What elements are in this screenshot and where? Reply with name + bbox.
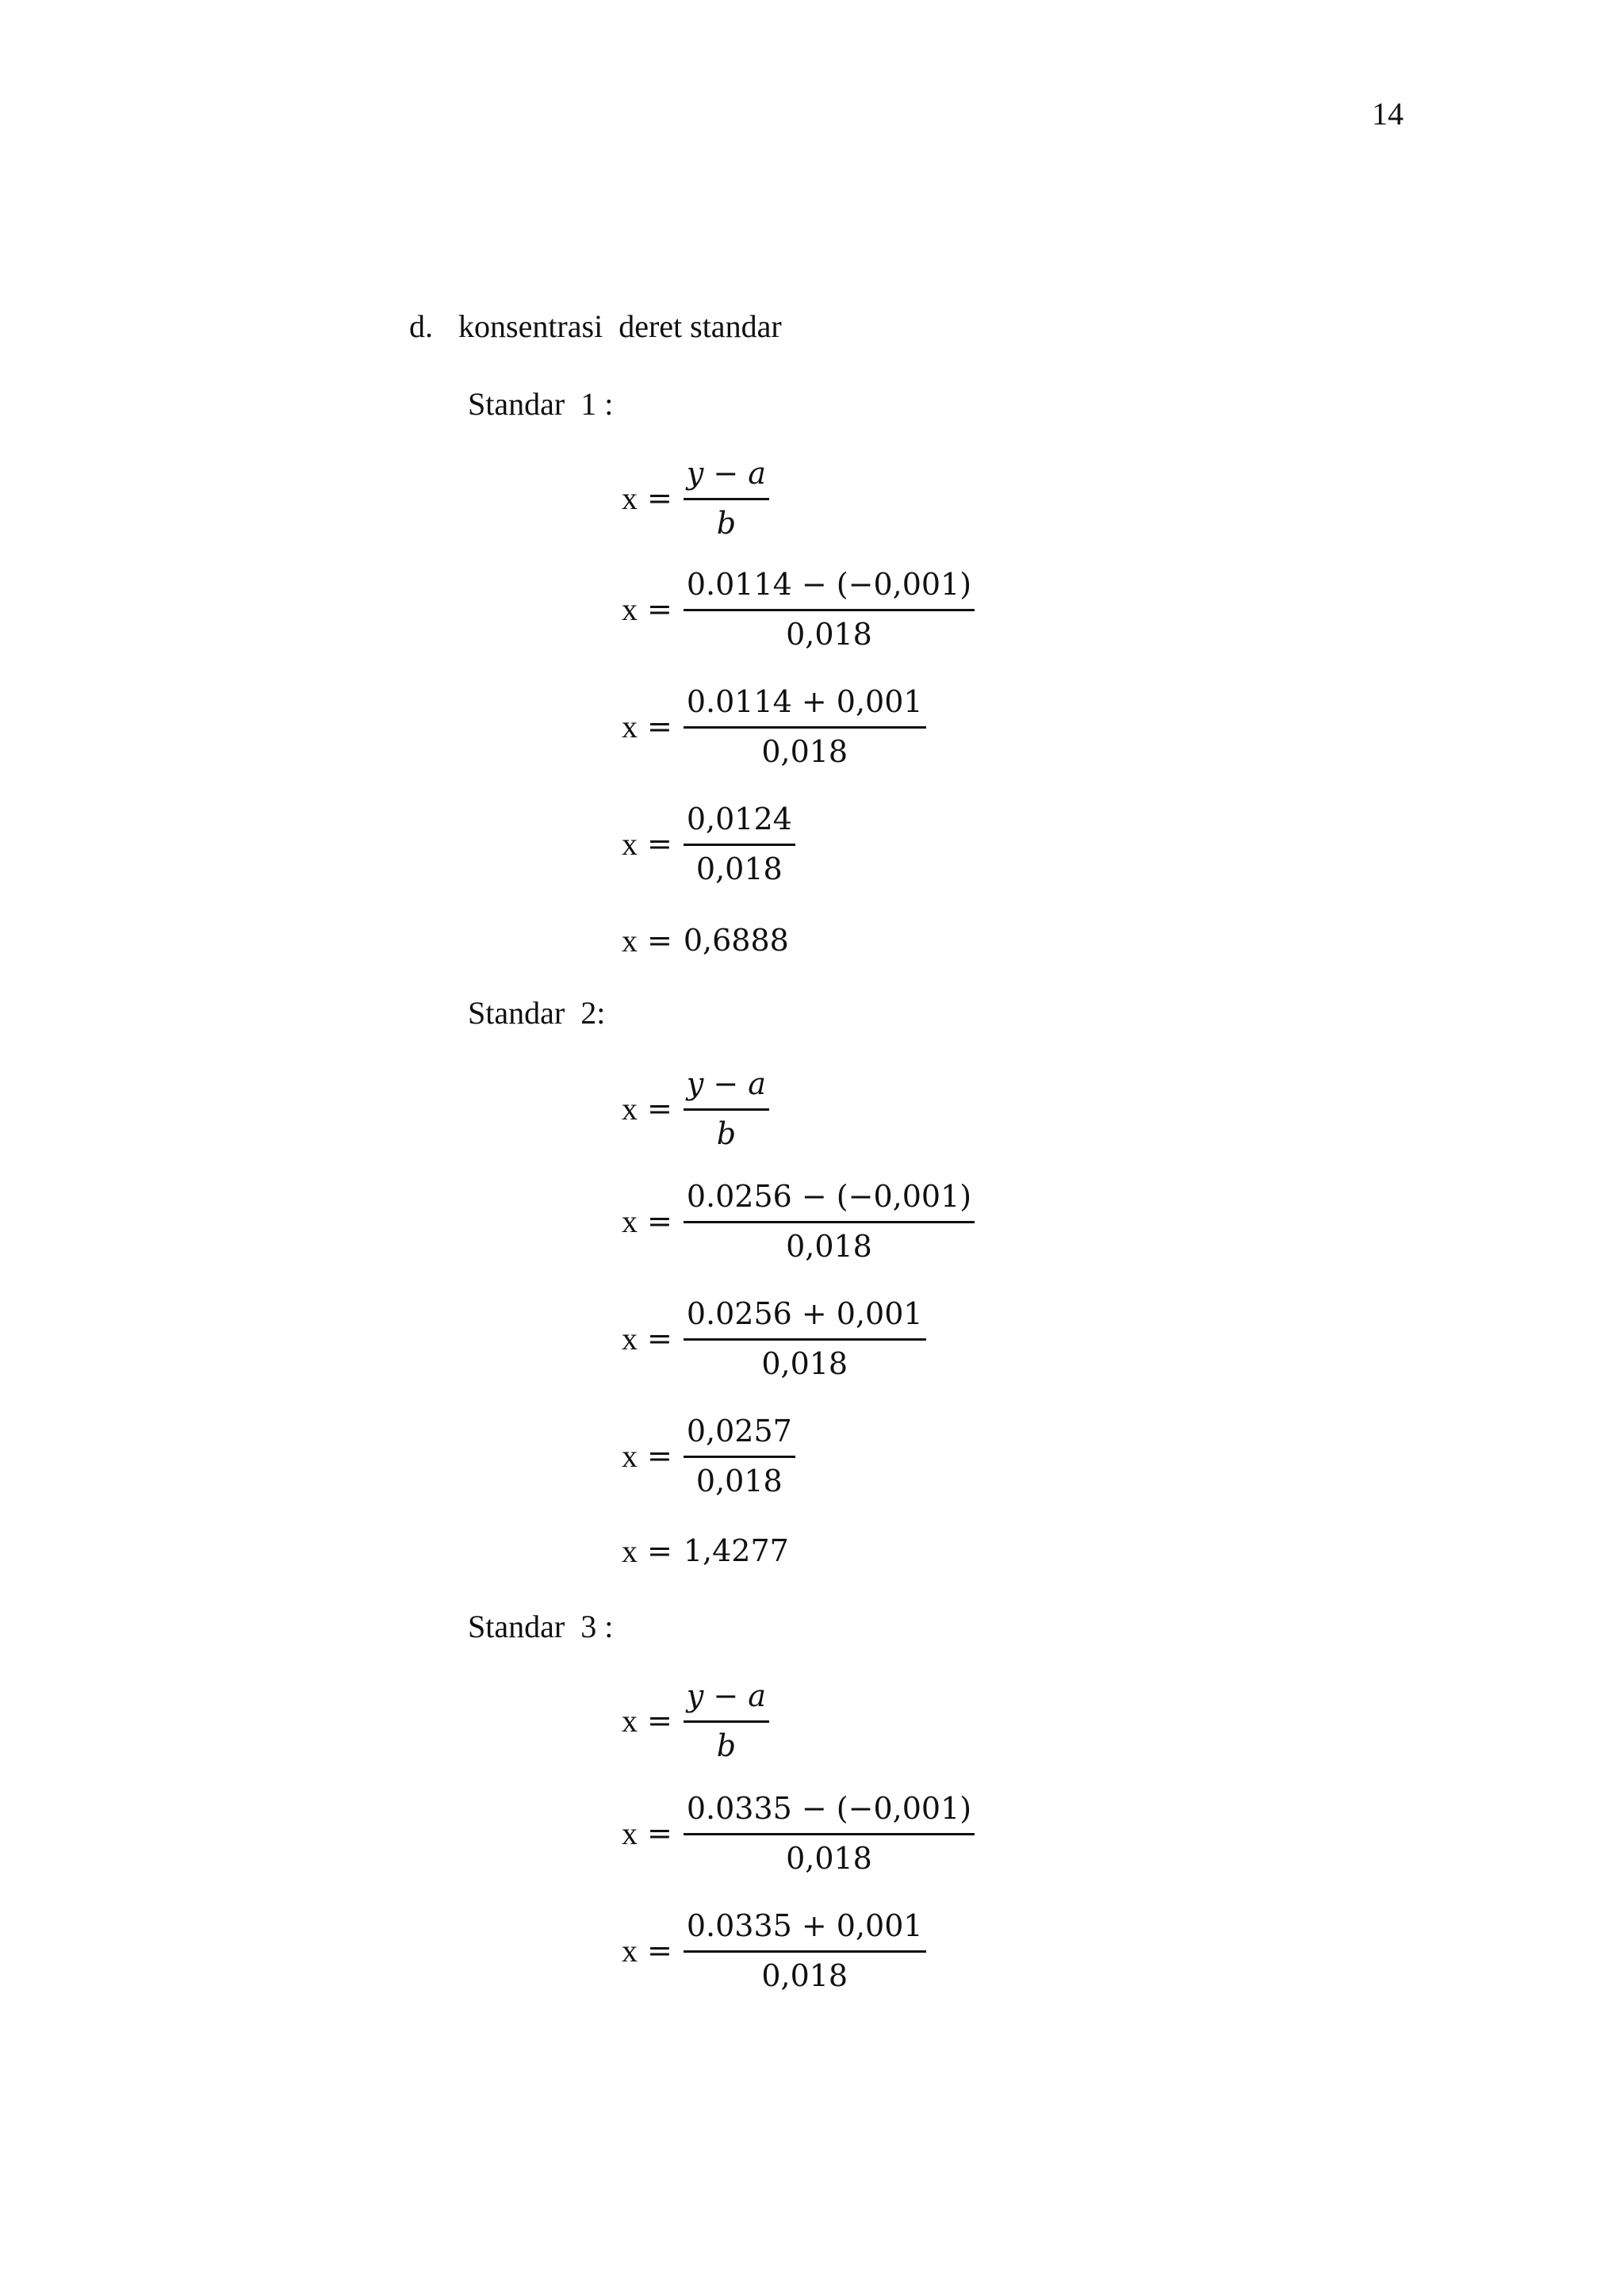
standard-2-step-1 <box>622 1061 769 1156</box>
equals-sign: = <box>647 591 672 626</box>
fraction-denominator: 0,018 <box>786 1228 872 1264</box>
standard-1-step-1 <box>622 450 769 545</box>
fraction-denominator: 0,018 <box>761 1957 848 1993</box>
standard-1-step-3 <box>622 679 926 774</box>
page-number: 14 <box>1372 96 1404 132</box>
fraction-numerator: 0.0335 + 0,001 <box>684 1904 926 1953</box>
fraction-denominator: 0,018 <box>695 851 783 886</box>
section-title: konsentrasi deret standar <box>458 308 782 344</box>
fraction-numerator: 0.0335 − (−0,001) <box>684 1787 975 1835</box>
fraction-numerator: 0,0124 <box>684 798 795 846</box>
equals-sign: = <box>647 709 672 744</box>
fraction <box>684 1410 795 1502</box>
equals-sign: = <box>647 1703 672 1738</box>
fraction <box>684 798 795 890</box>
standard-3-step-2 <box>622 1785 975 1881</box>
result-value: 1,4277 <box>683 1533 789 1568</box>
fraction-numerator: y − a <box>684 1062 769 1111</box>
fraction-numerator: 0.0256 + 0,001 <box>684 1292 926 1341</box>
equals-sign: = <box>647 480 672 515</box>
equation-lhs: x <box>622 1203 638 1239</box>
standard-1-label: Standar 1 : <box>468 386 614 422</box>
fraction-denominator: 0,018 <box>761 1345 848 1381</box>
equals-sign: = <box>647 1203 672 1238</box>
fraction <box>684 1674 769 1767</box>
standard-1-step-4 <box>622 796 795 891</box>
equation-lhs: x <box>622 1932 638 1969</box>
standard-1-result <box>622 916 789 964</box>
fraction-denominator: 0,018 <box>786 1840 872 1876</box>
equation-lhs: x <box>622 825 638 862</box>
equation-lhs: x <box>622 708 638 744</box>
equation-lhs: x <box>622 922 638 959</box>
fraction-denominator: 0,018 <box>786 616 872 652</box>
equation-lhs: x <box>622 1533 638 1569</box>
fraction-numerator: 0,0257 <box>684 1410 795 1458</box>
equation-lhs: x <box>622 1320 638 1357</box>
fraction-denominator: 0,018 <box>695 1463 783 1498</box>
section-heading <box>409 308 782 345</box>
fraction <box>684 1904 926 1997</box>
fraction <box>684 1292 926 1385</box>
equation-lhs: x <box>622 1702 638 1739</box>
fraction <box>684 452 769 545</box>
section-marker: d. <box>409 308 433 344</box>
standard-3-label: Standar 3 : <box>468 1609 614 1644</box>
fraction <box>684 1175 975 1268</box>
equals-sign: = <box>647 1438 672 1473</box>
equation-lhs: x <box>622 1437 638 1474</box>
equation-lhs: x <box>622 591 638 627</box>
equals-sign: = <box>647 1321 672 1356</box>
fraction <box>684 1062 769 1155</box>
fraction-denominator: b <box>716 1728 737 1763</box>
equals-sign: = <box>647 1533 672 1568</box>
standard-3-step-1 <box>622 1673 769 1768</box>
equals-sign: = <box>647 923 672 958</box>
fraction-denominator: b <box>716 505 737 541</box>
result-value: 0,6888 <box>683 923 789 958</box>
standard-2-result <box>622 1527 789 1575</box>
standard-1-step-2 <box>622 561 975 656</box>
fraction-numerator: 0.0256 − (−0,001) <box>684 1175 975 1223</box>
fraction <box>684 563 975 656</box>
equation-lhs: x <box>622 1090 638 1127</box>
fraction-numerator: y − a <box>684 452 769 500</box>
fraction <box>684 1787 975 1880</box>
equals-sign: = <box>647 1091 672 1126</box>
standard-3-step-3 <box>622 1903 926 1998</box>
fraction-numerator: 0.0114 + 0,001 <box>684 680 926 729</box>
fraction <box>684 680 926 773</box>
equation-lhs: x <box>622 1815 638 1851</box>
standard-2-label: Standar 2: <box>468 995 606 1031</box>
equals-sign: = <box>647 1933 672 1968</box>
equation-lhs: x <box>622 480 638 516</box>
fraction-denominator: 0,018 <box>761 733 848 769</box>
fraction-denominator: b <box>716 1115 737 1151</box>
fraction-numerator: 0.0114 − (−0,001) <box>684 563 975 611</box>
equals-sign: = <box>647 826 672 861</box>
standard-2-step-3 <box>622 1291 926 1386</box>
standard-2-step-4 <box>622 1408 795 1503</box>
fraction-numerator: y − a <box>684 1674 769 1723</box>
equals-sign: = <box>647 1816 672 1850</box>
standard-2-step-2 <box>622 1173 975 1269</box>
